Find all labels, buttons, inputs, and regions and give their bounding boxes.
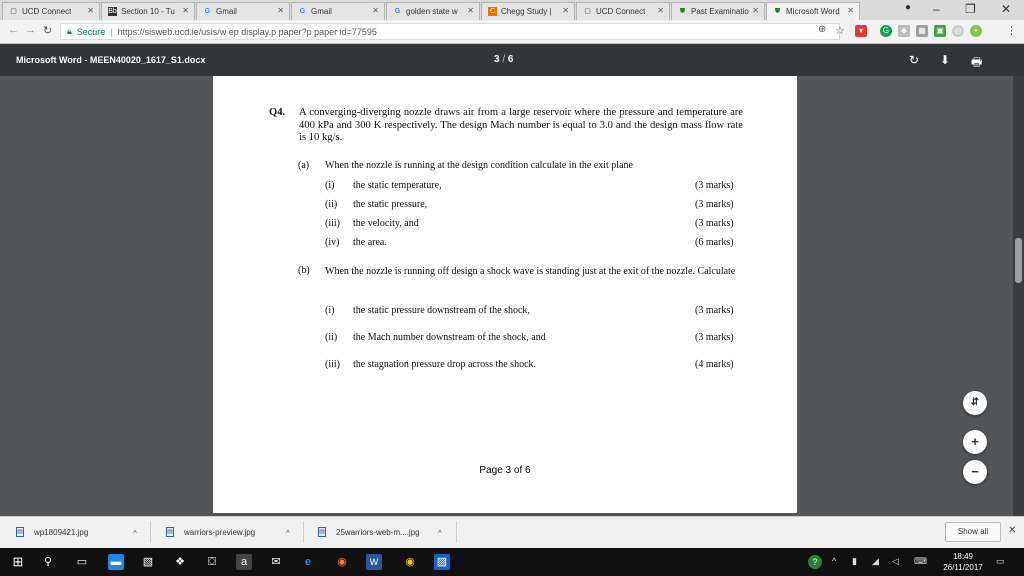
tab-label: Gmail <box>311 7 332 16</box>
tab-close-icon[interactable]: ✕ <box>277 6 284 15</box>
part-b-text: When the nozzle is running off design a shock wave is standing just at the exit of the nozzle. Calculate <box>325 266 736 277</box>
url-divider: | <box>110 26 113 37</box>
battery-icon[interactable]: ▮ <box>852 556 857 566</box>
photos-icon[interactable]: ▧ <box>142 556 154 568</box>
doc-icon: ▢ <box>584 8 591 15</box>
shield-icon: ⛊ <box>679 8 686 15</box>
task-view-icon[interactable]: ▭ <box>76 556 88 568</box>
part-b-item-num: (ii) <box>325 332 338 343</box>
page-footer: Page 3 of 6 <box>479 465 531 476</box>
chegg-icon: C <box>489 8 496 15</box>
part-a-item-marks: (6 marks) <box>695 237 734 248</box>
tab-label: UCD Connect <box>596 7 646 16</box>
extension-icon[interactable]: ◎ <box>952 25 964 37</box>
download-item[interactable] <box>16 527 88 537</box>
scrollbar-thumb[interactable] <box>1015 238 1022 283</box>
part-b-label: (b) <box>298 265 310 276</box>
download-divider <box>303 521 304 543</box>
part-b-item-num: (i) <box>325 305 335 316</box>
part-a-item-num: (ii) <box>325 199 338 210</box>
page-indicator <box>494 54 513 65</box>
download-filename: warriors-preview.jpg <box>184 527 256 537</box>
part-a-item-num: (iv) <box>325 237 340 248</box>
tab-ucd-connect-1[interactable] <box>2 2 100 20</box>
zoom-icon[interactable]: ⊕ <box>818 24 827 35</box>
restore-icon[interactable]: ❐ <box>965 2 976 16</box>
extension-icon[interactable]: ▣ <box>934 25 946 37</box>
tab-close-icon[interactable]: ✕ <box>562 6 569 15</box>
part-a-item-num: (iii) <box>325 218 340 229</box>
address-bar <box>0 20 1024 44</box>
part-b-item-text: the Mach number downstream of the shock, and <box>353 332 546 343</box>
google-icon: G <box>204 8 211 15</box>
store-icon[interactable]: ⛋ <box>207 556 217 568</box>
part-a-item-marks: (3 marks) <box>695 199 734 210</box>
back-icon[interactable]: ← <box>8 24 19 36</box>
part-a-item-text: the velocity, and <box>353 218 419 229</box>
zoom-out-button[interactable]: − <box>963 460 987 484</box>
tab-label: Past Examinatio <box>691 7 749 16</box>
part-a-text: When the nozzle is running at the design condition calculate in the exit plane <box>325 160 633 171</box>
pdf-toolbar <box>0 44 1024 76</box>
tab-gmail-1[interactable] <box>196 2 290 20</box>
url-text: https://sisweb.ucd.ie/usis/w ep display.p paper?p paper id=77595 <box>117 26 377 37</box>
clock-date: 26/11/2017 <box>943 563 983 572</box>
image-file-icon: ▤ <box>167 529 173 535</box>
question-text: A converging-diverging nozzle draws air from a large reservoir where the pressure and temperature are 400 kPa and 300 K respectively. The design Mach number is equal to 3.0 and the design mass flow rate is 10 kg/s. <box>299 107 743 143</box>
document-title: Microsoft Word - MEEN40020_1617_S1.docx <box>16 55 206 65</box>
part-b-item-text: the static pressure downstream of the shock, <box>353 305 530 316</box>
google-icon: G <box>299 8 306 15</box>
download-divider <box>150 521 151 543</box>
tab-close-icon[interactable]: ✕ <box>752 6 759 15</box>
secure-label: Secure <box>76 26 106 37</box>
total-pages: 6 <box>507 54 514 65</box>
tab-label: UCD Connect <box>22 7 72 16</box>
lock-icon: 🔒︎ <box>67 26 72 36</box>
grammarly-icon[interactable]: G <box>880 25 892 37</box>
extension-icon[interactable]: ◆ <box>898 25 910 37</box>
system-clock[interactable] <box>940 551 986 573</box>
file-explorer-icon[interactable]: ▬ <box>108 554 124 570</box>
part-b-item-marks: (3 marks) <box>695 305 734 316</box>
part-a-item-marks: (3 marks) <box>695 218 734 229</box>
notifications-icon[interactable]: ▭ <box>996 556 1005 566</box>
tab-close-icon[interactable]: ✕ <box>182 6 189 15</box>
search-icon[interactable]: ⚲ <box>43 556 53 568</box>
extension-icon[interactable]: ▦ <box>916 25 928 37</box>
question-number: Q4. <box>269 107 286 118</box>
dropbox-icon[interactable]: ❖ <box>175 556 185 568</box>
tab-close-icon[interactable]: ✕ <box>467 6 474 15</box>
amazon-icon[interactable]: a <box>236 554 252 570</box>
forward-icon[interactable]: → <box>25 24 36 36</box>
tab-close-icon[interactable]: ✕ <box>372 6 379 15</box>
volume-icon[interactable]: ◁ <box>892 556 899 566</box>
rotate-icon[interactable]: ↻ <box>909 53 920 67</box>
current-page[interactable]: 3 <box>494 54 500 65</box>
close-window-icon[interactable]: ✕ <box>1001 2 1012 16</box>
show-all-button[interactable]: Show all <box>945 522 1001 542</box>
pdf-viewport[interactable] <box>0 76 1024 516</box>
tab-label: Microsoft Word <box>786 7 840 16</box>
bookmark-star-icon[interactable]: ☆ <box>835 25 845 37</box>
part-a-item-text: the area. <box>353 237 387 248</box>
scrollbar[interactable] <box>1013 76 1024 516</box>
tab-close-icon[interactable]: ✕ <box>657 6 664 15</box>
tab-section-10[interactable] <box>101 2 195 20</box>
photo-viewer-icon[interactable]: ▨ <box>434 554 450 570</box>
image-file-icon: ▤ <box>319 529 325 535</box>
shield-icon: ⛊ <box>774 8 781 15</box>
part-b-item-num: (iii) <box>325 359 340 370</box>
pdf-extension-icon[interactable]: ▾ <box>855 25 867 37</box>
pdf-page <box>213 76 797 513</box>
download-item[interactable] <box>166 527 255 537</box>
bb-icon: Bb <box>108 8 117 15</box>
part-a-item-marks: (3 marks) <box>695 180 734 191</box>
chevron-up-icon[interactable]: ^ <box>286 529 290 538</box>
image-file-icon: ▤ <box>17 529 23 535</box>
download-filename: 25warriors-web-m....jpg <box>336 527 420 537</box>
tab-close-icon[interactable]: ✕ <box>847 6 854 15</box>
page-separator: / <box>502 54 508 65</box>
part-a-item-num: (i) <box>325 180 335 191</box>
doc-icon: ▢ <box>10 8 17 15</box>
clock-time: 18:49 <box>952 552 974 561</box>
part-b-item-text: the stagnation pressure drop across the shock. <box>353 359 537 370</box>
tab-label: Gmail <box>216 7 237 16</box>
keyboard-icon[interactable]: ⌨ <box>914 556 927 566</box>
help-icon[interactable]: ? <box>808 555 822 569</box>
print-icon[interactable]: 🖶︎ <box>971 55 983 69</box>
tab-chegg[interactable] <box>481 2 575 20</box>
windows-start-icon[interactable]: ⊞ <box>12 554 24 569</box>
tab-past-examination[interactable] <box>671 2 765 20</box>
reload-icon[interactable]: ↻ <box>43 25 53 37</box>
tab-ucd-connect-2[interactable] <box>576 2 670 20</box>
fit-page-button[interactable]: ⇵ <box>963 391 987 415</box>
extension-icon[interactable]: + <box>970 25 982 37</box>
part-a-label: (a) <box>298 160 310 171</box>
chrome-icon[interactable]: ◉ <box>405 556 415 568</box>
part-a-item-text: the static pressure, <box>353 199 428 210</box>
edge-icon[interactable]: e <box>304 556 312 568</box>
tab-strip <box>0 0 1024 20</box>
chevron-up-icon[interactable]: ^ <box>832 556 837 566</box>
part-b-item-marks: (4 marks) <box>695 359 734 370</box>
download-filename: wp1809421.jpg <box>34 527 89 537</box>
url-input[interactable] <box>60 23 840 40</box>
download-icon[interactable]: ⬇ <box>940 53 951 67</box>
zoom-in-button[interactable]: + <box>963 430 987 454</box>
chevron-up-icon[interactable]: ^ <box>133 529 137 538</box>
minimize-icon[interactable]: – <box>933 2 940 16</box>
taskbar <box>0 548 1024 576</box>
tab-gmail-2[interactable] <box>291 2 385 20</box>
download-item[interactable] <box>318 527 420 537</box>
question-header <box>269 107 743 145</box>
tab-label: Chegg Study | <box>501 7 552 16</box>
close-downloads-icon[interactable]: ✕ <box>1008 525 1017 536</box>
google-icon: G <box>394 8 401 15</box>
chevron-up-icon[interactable]: ^ <box>438 529 442 538</box>
word-icon[interactable]: W <box>366 554 382 570</box>
download-divider <box>456 521 457 543</box>
tab-label: golden state w <box>406 7 458 16</box>
firefox-icon[interactable]: ◉ <box>337 556 347 568</box>
profile-icon[interactable]: ● <box>905 2 912 13</box>
mail-icon[interactable]: ✉ <box>271 556 281 568</box>
tab-label: Section 10 - Tu <box>121 7 175 16</box>
downloads-bar <box>0 516 1024 548</box>
part-b-item-marks: (3 marks) <box>695 332 734 343</box>
tab-close-icon[interactable]: ✕ <box>87 6 94 15</box>
menu-kebab-icon[interactable]: ⋮ <box>1006 25 1017 37</box>
tab-microsoft-word[interactable] <box>766 2 860 20</box>
tab-golden-state[interactable] <box>386 2 480 20</box>
part-a-item-text: the static temperature, <box>353 180 442 191</box>
wifi-icon[interactable]: ◢ <box>872 556 879 566</box>
